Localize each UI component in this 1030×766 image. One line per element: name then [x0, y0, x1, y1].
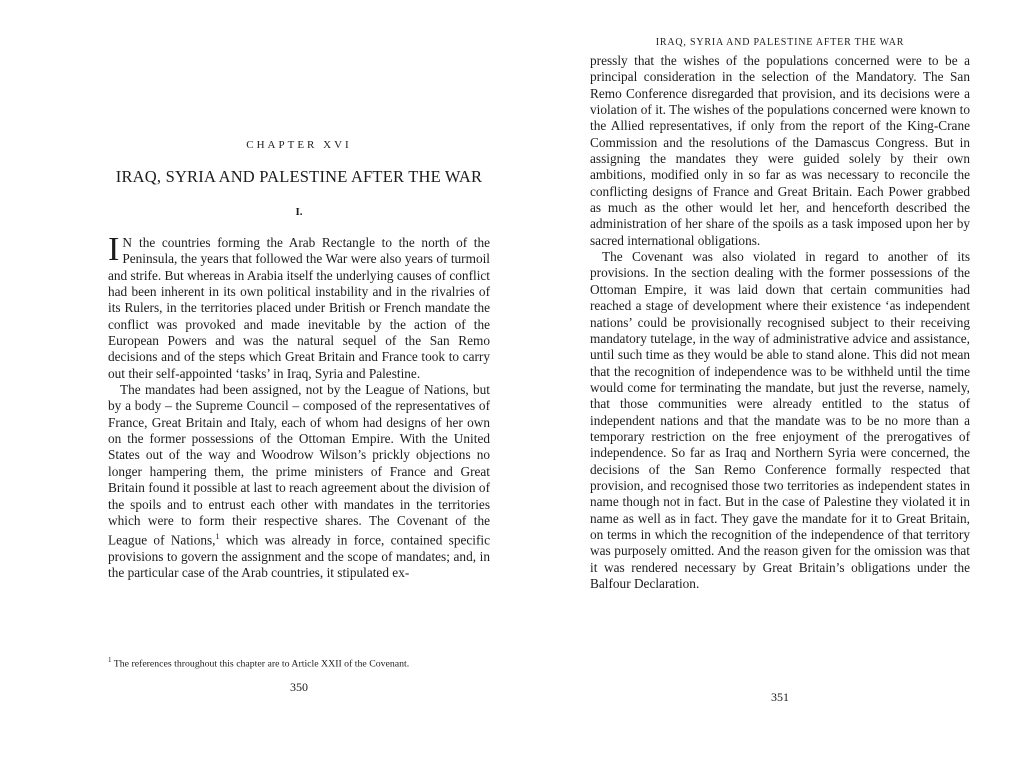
page-number: 350	[290, 680, 308, 694]
footnote-reference: 1	[215, 532, 220, 542]
page-number: 351	[771, 690, 789, 704]
right-body-text	[590, 53, 970, 592]
paragraph-text: The mandates had been assigned, not by the League of Nations, but by a body – the Supreme Council – composed of the representatives of France, Great Britain and Italy, each of whom had designs of her own on the former possessions of the Ottoman Empire. With the United States out of the way and Woodrow Wilson’s prickly objections no longer hampering them, the prime ministers of France and Great Britain found it possible at last to reach agreement about the division of the spoils and to entrust each other with mandates in the territories which were to form their respective shares. The Covenant of the League of Nations,	[108, 382, 490, 548]
footnote-marker: 1	[108, 656, 112, 664]
paragraph: pressly that the wishes of the populations concerned were to be a principal consideration in the selection of the Mandatory. The San Remo Conference disregarded that provision, and its decisions were a violation of it. The wishes of the populations concerned were known to the Allied representatives, if only from the report of the King-Crane Commission and the resolutions of the Damascus Congress. But in assigning the mandates they were guided solely by their own ambitions, modified only in so far as was necessary to reconcile the conflicting designs of France and Great Britain. Each Power grabbed as much as the other would let her, and henceforth described the administration of her share of the spoils as a task imposed upon her by sacred international obligations.	[590, 53, 970, 248]
paragraph: The Covenant was also violated in regard to another of its provisions. In the section dealing with the former possessions of the Ottoman Empire, it was laid down that certain communities had reached a stage of development where their existence ‘as independent nations’ could be provisionally recognised subject to their receiving mandatory tutelage, in the way of administrative advice and assistance, until such time as they would be able to stand alone. This did not mean that the recognition of independence was to be withheld until the time would come for terminating the mandate, but just the reverse, namely, that those communities were already entitled to the status of independent nations and that the mandate was to be no more than a temporary restriction on the free enjoyment of the prerogatives of independence. So far as Iraq and Northern Syria were concerned, the decisions of the San Remo Conference formally respected that provision, and recognised those two territories as independent states in name though not in fact. But in the case of Palestine they violated it in name as well as in fact. They gave the mandate for it to Great Britain, on terms in which the recognition of the independence of that territory was purposely omitted. And the reason given for the omission was that it was rendered necessary by Great Britain’s obligations under the Balfour Declaration.	[590, 249, 970, 591]
left-body-text	[108, 231, 490, 582]
chapter-title: IRAQ, SYRIA AND PALESTINE AFTER THE WAR	[115, 167, 483, 186]
footnote	[108, 654, 490, 670]
footnote-text: The references throughout this chapter are to Article XXII of the Covenant.	[111, 658, 410, 670]
section-number: I.	[295, 206, 303, 218]
running-head: IRAQ, SYRIA AND PALESTINE AFTER THE WAR	[655, 37, 905, 48]
paragraph-text: which was already in force, contained specific provisions to govern the assignment and the scope of mandates; and, in the particular case of the Arab countries, it stipulated ex-	[108, 532, 490, 581]
paragraph	[108, 382, 490, 582]
drop-cap: I	[108, 231, 120, 268]
paragraph-text: the countries forming the Arab Rectangle to the north of the Peninsula, the years that followed the War were also years of turmoil and strife. But whereas in Arabia itself the underlying causes of conflict had been inherent in its own political instability and in the rivalries of its Rulers, in the territories placed under British or French mandate the conflict was provoked and made inevitable by the action of the European Powers and was the natural sequel of the San Remo decisions and of the steps which Great Britain and France took to carry out their self-appointed ‘tasks’ in Iraq, Syria and Palestine.	[108, 235, 490, 381]
paragraph	[108, 231, 490, 382]
opening-small-caps: N	[122, 235, 133, 250]
chapter-number: CHAPTER XVI	[246, 139, 352, 151]
